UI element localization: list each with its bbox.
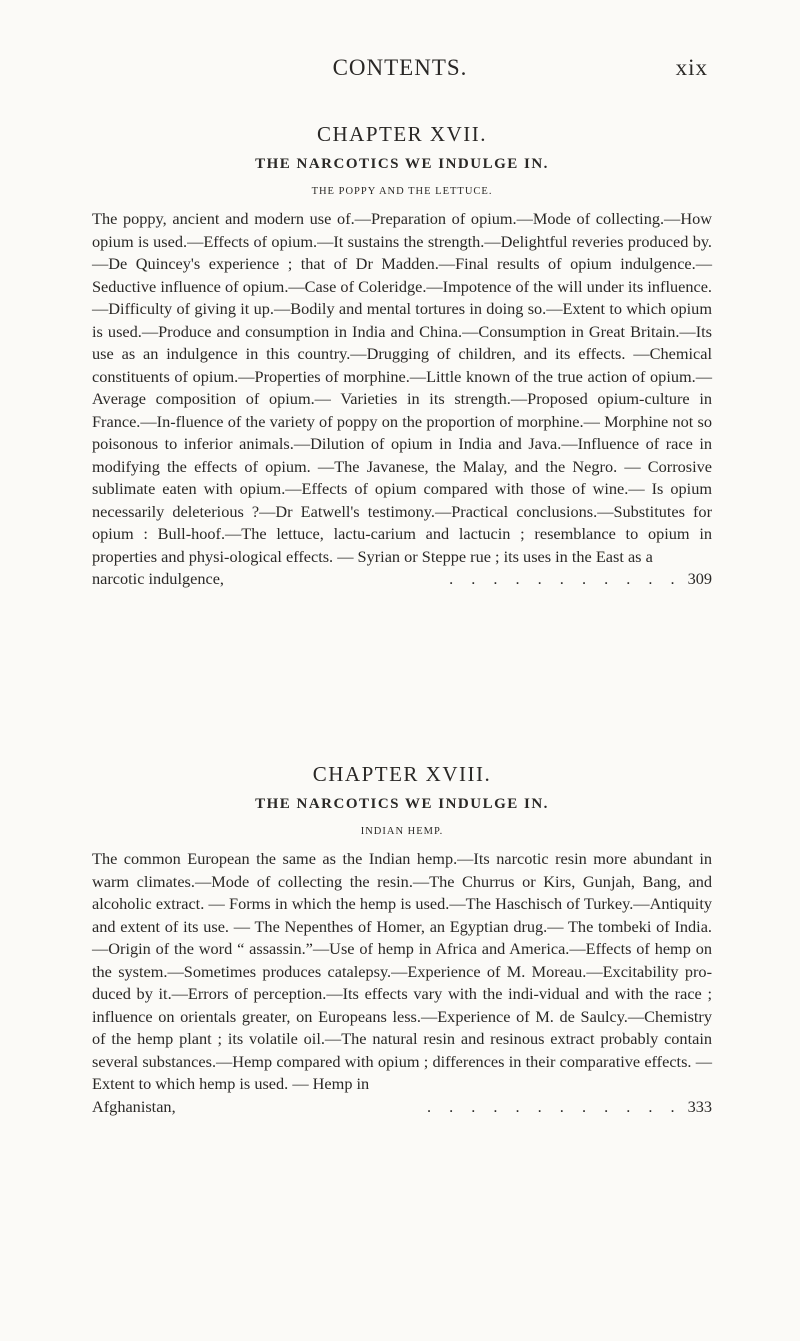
toc-page-number: 333 xyxy=(687,1096,712,1116)
chapter-summary: The poppy, ancient and modern use of.—Preparation of opium.—Mode of collecting.—How opium is used.—Effects of opium.—It sustains the strength.—Delightful reveries produced by.—De Quincey's experience ; that of Dr Madden.—Final results of opium indulgence.—Seductive influence of opium.—Case of Coleridge.—Impotence of the will under its influence.—Difficulty of giving it up.—Bodily and mental tortures in doing so.—Extent to which opium is used.—Produce and consumption in India and China.—Consumption in Great Britain.—Its use as an indulgence in this country.—Drugging of children, and its effects. —Chemical constituents of opium.—Properties of morphine.—Little known of the true action of opium.—Average composition of opium.— Varieties in its strength.—Proposed opium-culture in France.—In-fluence of the variety of poppy on the proportion of morphine.— Morphine not so poisonous to inferior animals.—Dilution of opium in India and Java.—Influence of race in modifying the effects of opium. —The Javanese, the Malay, and the Negro. — Corrosive sublimate eaten with opium.—Effects of opium compared with those of wine.— Is opium necessarily deleterious ?—Dr Eatwell's testimony.—Practical conclusions.—Substitutes for opium : Bull-hoof.—The lettuce, lactu-carium and lactucin ; resemblance to opium in properties and physi-ological effects. — Syrian or Steppe rue ; its uses in the East as a xyxy=(92,209,712,566)
page-number: xix xyxy=(675,55,708,80)
chapter-subtitle: THE NARCOTICS WE INDULGE IN. xyxy=(255,796,549,812)
chapter-entry xyxy=(92,122,712,591)
chapter-heading: CHAPTER XVII. xyxy=(317,122,487,146)
toc-page-number: 309 xyxy=(687,569,712,588)
chapter-entry xyxy=(92,762,712,1118)
chapter-summary: The common European the same as the Indian hemp.—Its narcotic resin more abundant in warm climates.—Mode of collecting the resin.—The Churrus or Kirs, Gunjah, Bang, and alcoholic extract. — Forms in which the hemp is used.—The Haschisch of Turkey.—Antiquity and extent of its use. — The Nepenthes of Homer, an Egyptian drug.— The tombeki of India.—Origin of the word “ assassin.”—Use of hemp in Africa and America.—Effects of hemp on the system.—Sometimes produces catalepsy.—Experience of M. Moreau.—Excitability pro-duced by it.—Errors of perception.—Its effects vary with the indi-vidual and with the race ; influence on orientals greater, on Europeans less.—Experience of M. de Saulcy.—Chemistry of the hemp plant ; its volatile oil.—The natural resin and resinous extract probably contain several substances.—Hemp compared with opium ; differences in their comparative effects. — Extent to which hemp is used. — Hemp in xyxy=(92,849,712,1093)
chapter-heading: CHAPTER XVIII. xyxy=(312,762,492,786)
chapter-section-title: INDIAN HEMP. xyxy=(360,826,444,837)
toc-entry-line xyxy=(92,568,712,591)
toc-entry-text: Afghanistan, xyxy=(92,1096,176,1116)
toc-entry-text: narcotic indulgence, xyxy=(92,569,224,588)
toc-entry-line xyxy=(92,1096,712,1119)
dot-leader: . . . . . . . . . . . . xyxy=(426,1096,682,1116)
chapter-subtitle: THE NARCOTICS WE INDULGE IN. xyxy=(255,156,549,172)
dot-leader: . . . . . . . . . . . xyxy=(449,569,682,588)
running-head xyxy=(0,55,800,85)
running-head-title: CONTENTS. xyxy=(332,55,468,80)
chapter-section-title: THE POPPY AND THE LETTUCE. xyxy=(311,186,493,197)
